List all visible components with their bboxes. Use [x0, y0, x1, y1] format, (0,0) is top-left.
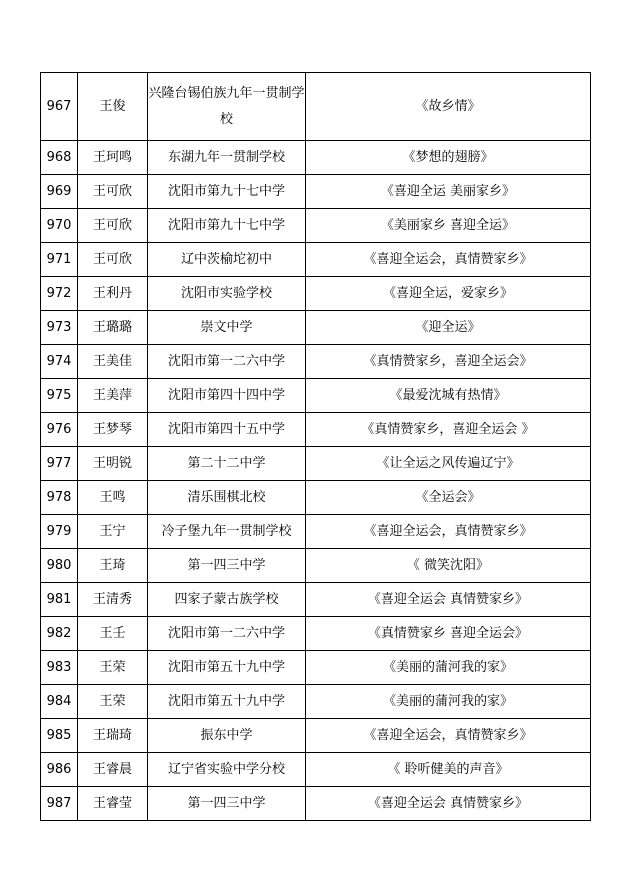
- student-name: 王璐璐: [78, 311, 148, 345]
- work-title: 《美丽的蒲河我的家》: [306, 685, 591, 719]
- work-title: 《喜迎全运会，真情赞家乡》: [306, 515, 591, 549]
- work-title: 《真情赞家乡，喜迎全运会 》: [306, 413, 591, 447]
- entry-number: 983: [41, 651, 78, 685]
- school-name: 沈阳市第五十九中学: [148, 685, 306, 719]
- student-name: 王珂鸣: [78, 141, 148, 175]
- entry-number: 980: [41, 549, 78, 583]
- student-name: 王美佳: [78, 345, 148, 379]
- table-row: [41, 73, 591, 141]
- work-title: 《喜迎全运会，真情赞家乡》: [306, 719, 591, 753]
- student-name: 王明锐: [78, 447, 148, 481]
- school-name: 东湖九年一贯制学校: [148, 141, 306, 175]
- table-row: [41, 311, 591, 345]
- work-title: 《喜迎全运，爱家乡》: [306, 277, 591, 311]
- work-title: 《喜迎全运 美丽家乡》: [306, 175, 591, 209]
- work-title: 《喜迎全运会 真情赞家乡》: [306, 583, 591, 617]
- student-name: 王鸣: [78, 481, 148, 515]
- school-name: 清乐围棋北校: [148, 481, 306, 515]
- table-row: [41, 413, 591, 447]
- table-row: [41, 209, 591, 243]
- table-row: [41, 719, 591, 753]
- table-row: [41, 787, 591, 821]
- work-title: 《全运会》: [306, 481, 591, 515]
- student-name: 王宁: [78, 515, 148, 549]
- work-title: 《梦想的翅膀》: [306, 141, 591, 175]
- entry-number: 987: [41, 787, 78, 821]
- student-name: 王清秀: [78, 583, 148, 617]
- table-row: [41, 447, 591, 481]
- work-title: 《故乡情》: [306, 73, 591, 141]
- student-name: 王瑞琦: [78, 719, 148, 753]
- school-name: 沈阳市第五十九中学: [148, 651, 306, 685]
- work-title: 《 聆听健美的声音》: [306, 753, 591, 787]
- entry-number: 978: [41, 481, 78, 515]
- school-name: 沈阳市第一二六中学: [148, 617, 306, 651]
- table-row: [41, 651, 591, 685]
- student-name: 王梦琴: [78, 413, 148, 447]
- work-title: 《最爱沈城有热情》: [306, 379, 591, 413]
- school-name: 沈阳市第九十七中学: [148, 175, 306, 209]
- table-row: [41, 617, 591, 651]
- school-name: 辽中茨榆坨初中: [148, 243, 306, 277]
- school-name: 沈阳市实验学校: [148, 277, 306, 311]
- table-row: [41, 141, 591, 175]
- entry-number: 968: [41, 141, 78, 175]
- table-row: [41, 175, 591, 209]
- school-name: 四家子蒙古族学校: [148, 583, 306, 617]
- work-title: 《喜迎全运会 真情赞家乡》: [306, 787, 591, 821]
- entry-number: 971: [41, 243, 78, 277]
- work-title: 《美丽家乡 喜迎全运》: [306, 209, 591, 243]
- student-name: 王荣: [78, 651, 148, 685]
- student-name: 王可欣: [78, 209, 148, 243]
- work-title: 《 微笑沈阳》: [306, 549, 591, 583]
- student-name: 王可欣: [78, 243, 148, 277]
- table-row: [41, 583, 591, 617]
- school-name: 沈阳市第四十五中学: [148, 413, 306, 447]
- table-row: [41, 379, 591, 413]
- entry-number: 969: [41, 175, 78, 209]
- school-name: 冷子堡九年一贯制学校: [148, 515, 306, 549]
- table-row: [41, 515, 591, 549]
- entry-number: 974: [41, 345, 78, 379]
- table-row: [41, 481, 591, 515]
- table-row: [41, 345, 591, 379]
- table-row: [41, 277, 591, 311]
- work-title: 《让全运之风传遍辽宁》: [306, 447, 591, 481]
- entry-number: 985: [41, 719, 78, 753]
- school-name: 崇文中学: [148, 311, 306, 345]
- table-row: [41, 549, 591, 583]
- work-title: 《真情赞家乡 喜迎全运会》: [306, 617, 591, 651]
- entry-number: 982: [41, 617, 78, 651]
- table-row: [41, 243, 591, 277]
- table-row: [41, 753, 591, 787]
- entry-number: 973: [41, 311, 78, 345]
- student-name: 王俊: [78, 73, 148, 141]
- student-name: 王荣: [78, 685, 148, 719]
- entry-number: 970: [41, 209, 78, 243]
- student-name: 王可欣: [78, 175, 148, 209]
- table-row: [41, 685, 591, 719]
- school-name: 第一四三中学: [148, 787, 306, 821]
- entry-number: 986: [41, 753, 78, 787]
- entry-number: 975: [41, 379, 78, 413]
- school-name: 沈阳市第四十四中学: [148, 379, 306, 413]
- entry-number: 967: [41, 73, 78, 141]
- roster-body: [41, 73, 591, 821]
- school-name: 沈阳市第一二六中学: [148, 345, 306, 379]
- entry-number: 976: [41, 413, 78, 447]
- roster-table: [40, 72, 591, 821]
- work-title: 《喜迎全运会，真情赞家乡》: [306, 243, 591, 277]
- entry-number: 984: [41, 685, 78, 719]
- student-name: 王睿莹: [78, 787, 148, 821]
- entry-number: 979: [41, 515, 78, 549]
- entry-number: 972: [41, 277, 78, 311]
- student-name: 王琦: [78, 549, 148, 583]
- student-name: 王壬: [78, 617, 148, 651]
- school-name: 辽宁省实验中学分校: [148, 753, 306, 787]
- school-name: 兴隆台锡伯族九年一贯制学校: [148, 73, 306, 141]
- student-name: 王睿晨: [78, 753, 148, 787]
- student-name: 王利丹: [78, 277, 148, 311]
- school-name: 沈阳市第九十七中学: [148, 209, 306, 243]
- work-title: 《迎全运》: [306, 311, 591, 345]
- work-title: 《美丽的蒲河我的家》: [306, 651, 591, 685]
- work-title: 《真情赞家乡，喜迎全运会》: [306, 345, 591, 379]
- student-name: 王美萍: [78, 379, 148, 413]
- school-name: 振东中学: [148, 719, 306, 753]
- school-name: 第二十二中学: [148, 447, 306, 481]
- entry-number: 981: [41, 583, 78, 617]
- entry-number: 977: [41, 447, 78, 481]
- school-name: 第一四三中学: [148, 549, 306, 583]
